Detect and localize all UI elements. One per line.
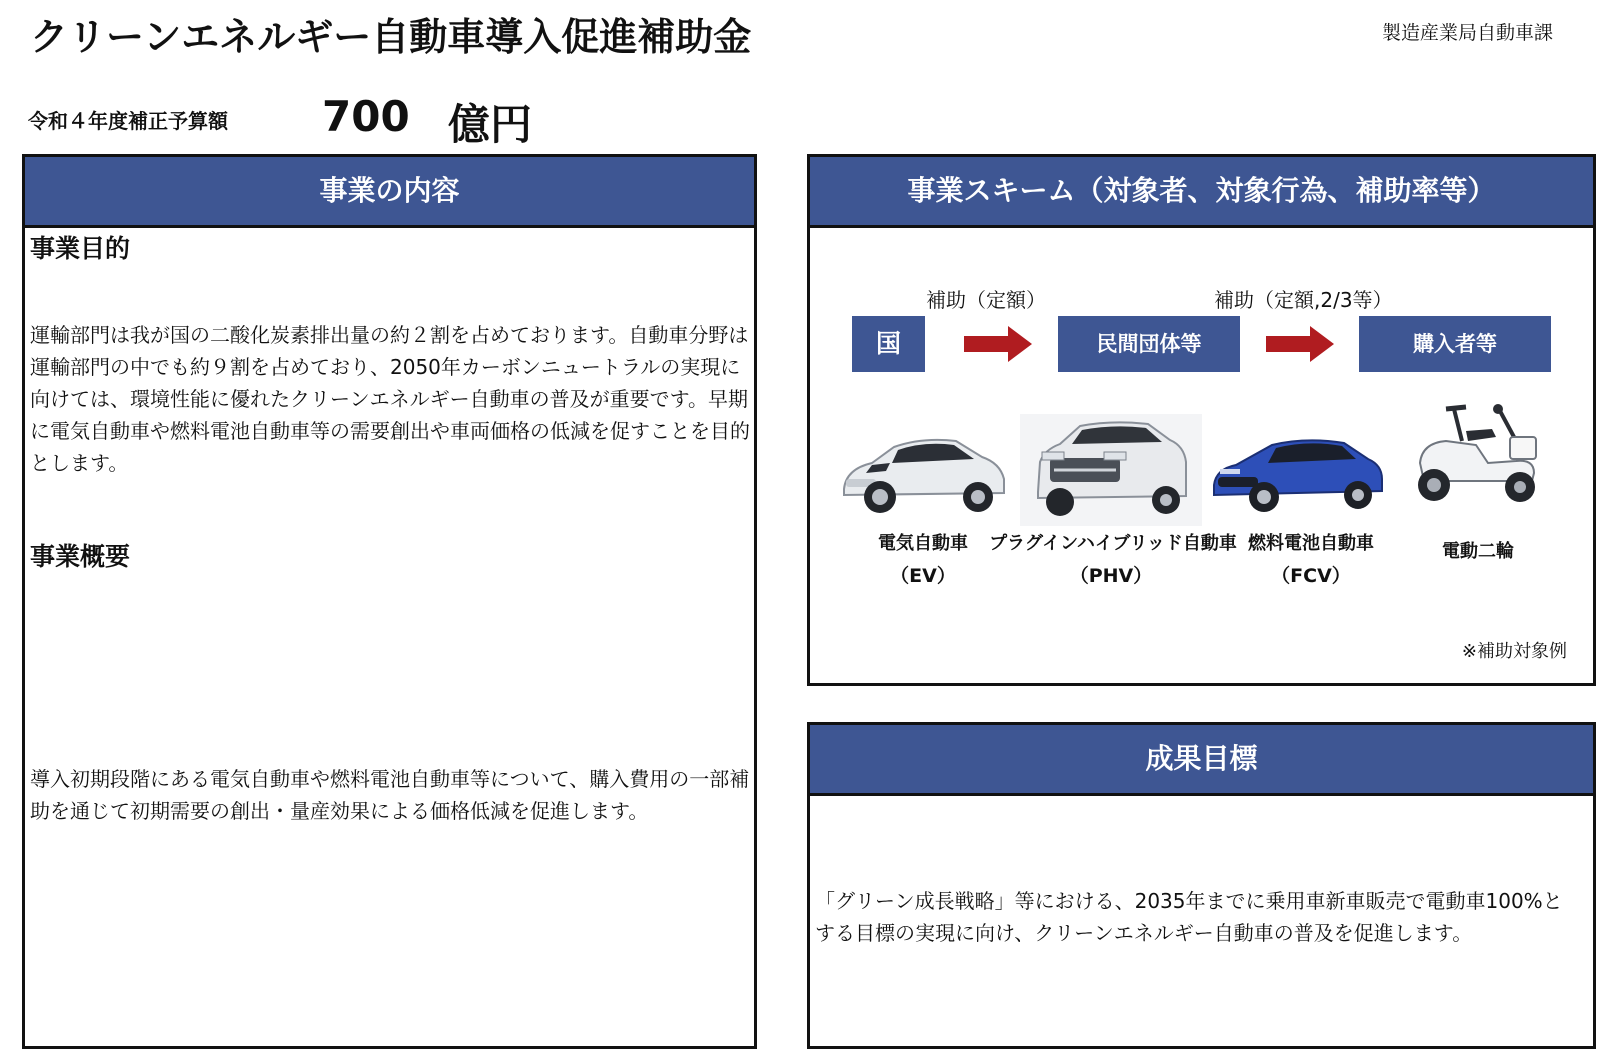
- vehicle-name-phv: プラグインハイブリッド自動車: [989, 533, 1237, 554]
- page-title: クリーンエネルギー自動車導入促進補助金: [30, 15, 752, 59]
- business-content-header: 事業の内容: [25, 157, 754, 228]
- business-scheme-panel: [807, 154, 1596, 686]
- flow-box-purchasers: 購入者等: [1359, 316, 1551, 372]
- flow-arrow-icon: [964, 324, 1032, 364]
- result-target-header: 成果目標: [810, 725, 1593, 796]
- business-scheme-header: 事業スキーム（対象者、対象行為、補助率等）: [810, 157, 1593, 228]
- flow-label-subsidy-fixed: 補助（定額）: [926, 288, 1046, 312]
- vehicle-name-fcv: 燃料電池自動車: [1248, 533, 1374, 554]
- vehicle-name-ev: 電気自動車: [878, 533, 968, 554]
- department-label: 製造産業局自動車課: [1381, 22, 1553, 44]
- ev-car-icon: [832, 417, 1014, 529]
- vehicle-code-ev: （EV）: [890, 565, 956, 587]
- vehicle-name-scooter: 電動二輪: [1442, 541, 1514, 562]
- overview-text: 導入初期段階にある電気自動車や燃料電池自動車等について、購入費用の一部補助を通じて初期需要の創出・量産効果による価格低減を促進します。: [30, 767, 750, 823]
- vehicle-code-fcv: （FCV）: [1271, 565, 1351, 587]
- flow-arrow-icon: [1266, 324, 1334, 364]
- purpose-heading: 事業目的: [30, 234, 131, 263]
- flow-label-subsidy-ratio: 補助（定額,2/3等）: [1214, 288, 1393, 312]
- budget-unit: 億円: [448, 100, 533, 149]
- electric-scooter-icon: [1406, 401, 1546, 509]
- result-target-panel: [807, 722, 1596, 1049]
- business-content-panel: [22, 154, 757, 1049]
- vehicle-code-phv: （PHV）: [1069, 565, 1153, 587]
- result-target-text: 「グリーン成長戦略」等における、2035年までに乗用車新車販売で電動車100%とする目標の実現に向け、クリーンエネルギー自動車の普及を促進します。: [815, 889, 1563, 945]
- fcv-sedan-icon: [1206, 415, 1388, 527]
- overview-heading: 事業概要: [30, 542, 131, 571]
- phv-suv-icon: [1020, 414, 1202, 526]
- budget-amount: 700: [322, 92, 410, 141]
- flow-box-private-organizations: 民間団体等: [1058, 316, 1240, 372]
- budget-label: 令和４年度補正予算額: [28, 109, 228, 133]
- purpose-text: 運輸部門は我が国の二酸化炭素排出量の約２割を占めております。自動車分野は運輸部門の中でも約９割を占めており、2050年カーボンニュートラルの実現に向けては、環境性能に優れたクリーンエネルギー自動車の普及が重要です。早期に電気自動車や燃料電池自動車等の需要創出や車両価格の低減を促すことを目的とします。: [30, 323, 750, 475]
- subsidy-example-note: ※補助対象例: [1461, 641, 1567, 662]
- flow-box-government: 国: [852, 316, 925, 372]
